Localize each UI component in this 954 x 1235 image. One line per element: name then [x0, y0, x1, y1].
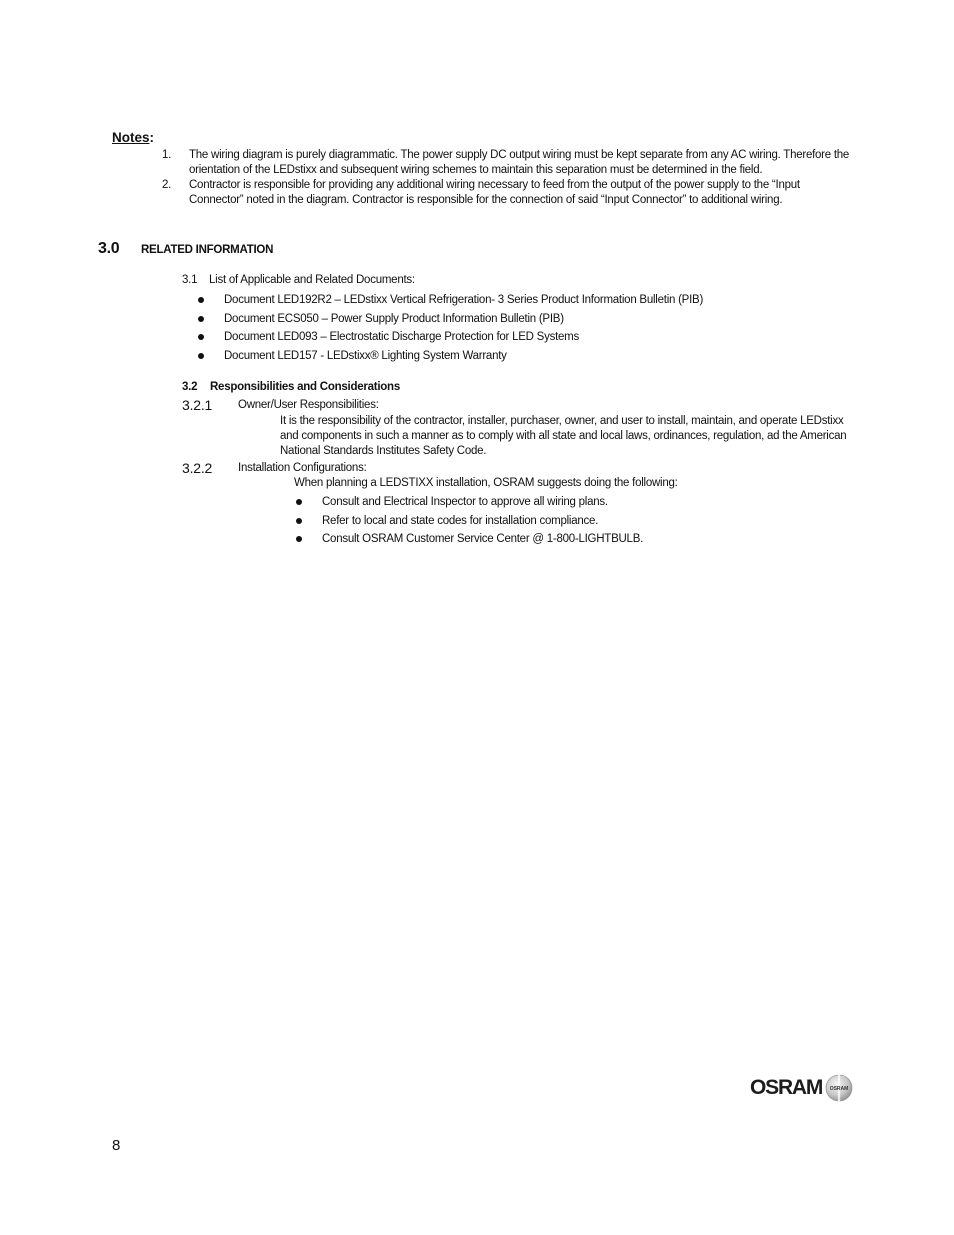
list-item: Document LED157 - LEDstixx® Lighting System Warranty [198, 349, 703, 368]
osram-bulb-icon [825, 1071, 853, 1105]
page-number: 8 [112, 1137, 121, 1154]
logo-wordmark: OSRAM [750, 1076, 823, 1099]
list-item: Consult OSRAM Customer Service Center @ 1-800-LIGHTBULB. [296, 532, 643, 551]
list-item: Refer to local and state codes for installation compliance. [296, 514, 643, 533]
bullet-icon [198, 334, 204, 340]
svg-text:OSRAM: OSRAM [829, 1086, 849, 1092]
list-item: Document LED093 – Electrostatic Discharge Protection for LED Systems [198, 330, 703, 349]
documents-list [198, 293, 703, 367]
notes-heading: Notes: [112, 130, 155, 145]
bullet-icon [296, 518, 302, 524]
subsection-3-2-2-title: Installation Configurations: [238, 462, 367, 474]
installation-intro: When planning a LEDSTIXX installation, OSRAM suggests doing the following: [294, 477, 678, 489]
subsection-3-2-1-number: 3.2.1 [182, 397, 213, 413]
section-title: RELATED INFORMATION [141, 244, 274, 256]
list-item: Document ECS050 – Power Supply Product Information Bulletin (PIB) [198, 312, 703, 331]
bullet-icon [198, 297, 204, 303]
installation-list [296, 495, 643, 551]
list-item: Document LED192R2 – LEDstixx Vertical Refrigeration- 3 Series Product Information Bulletin (PIB) [198, 293, 703, 312]
osram-logo [750, 1071, 853, 1105]
subsection-3-2-1-title: Owner/User Responsibilities: [238, 399, 379, 411]
subsection-3-2-heading: 3.2 Responsibilities and Considerations [182, 381, 400, 393]
subsection-3-2-2-number: 3.2.2 [182, 460, 213, 476]
responsibilities-paragraph: It is the responsibility of the contractor, installer, purchaser, owner, and user to install, maintain, and operate LEDstixx and components in such a manner as to comply with all state and local laws, ordinances, regulation, ad the American National Standards Institutes Safety Code. [280, 415, 847, 457]
bullet-icon [198, 316, 204, 322]
bullet-icon [296, 499, 302, 505]
list-item: Consult and Electrical Inspector to approve all wiring plans. [296, 495, 643, 514]
note-item: 1. The wiring diagram is purely diagrammatic. The power supply DC output wiring must be kept separate from any AC wiring. Therefore the orientation of the LEDstixx and subsequent wiring schemes to maintain this separation must be determined in the field. [162, 149, 850, 176]
subsection-3-1-heading: 3.1 List of Applicable and Related Documents: [182, 274, 415, 286]
bullet-icon [296, 536, 302, 542]
section-number: 3.0 [98, 240, 120, 257]
bullet-icon [198, 353, 204, 359]
note-item: 2. Contractor is responsible for providing any additional wiring necessary to feed from the output of the power supply to the “Input Connector” noted in the diagram. Contractor is responsible for the connection of said “Input Connector” to additional wiring. [162, 179, 800, 206]
notes-list [162, 148, 852, 208]
